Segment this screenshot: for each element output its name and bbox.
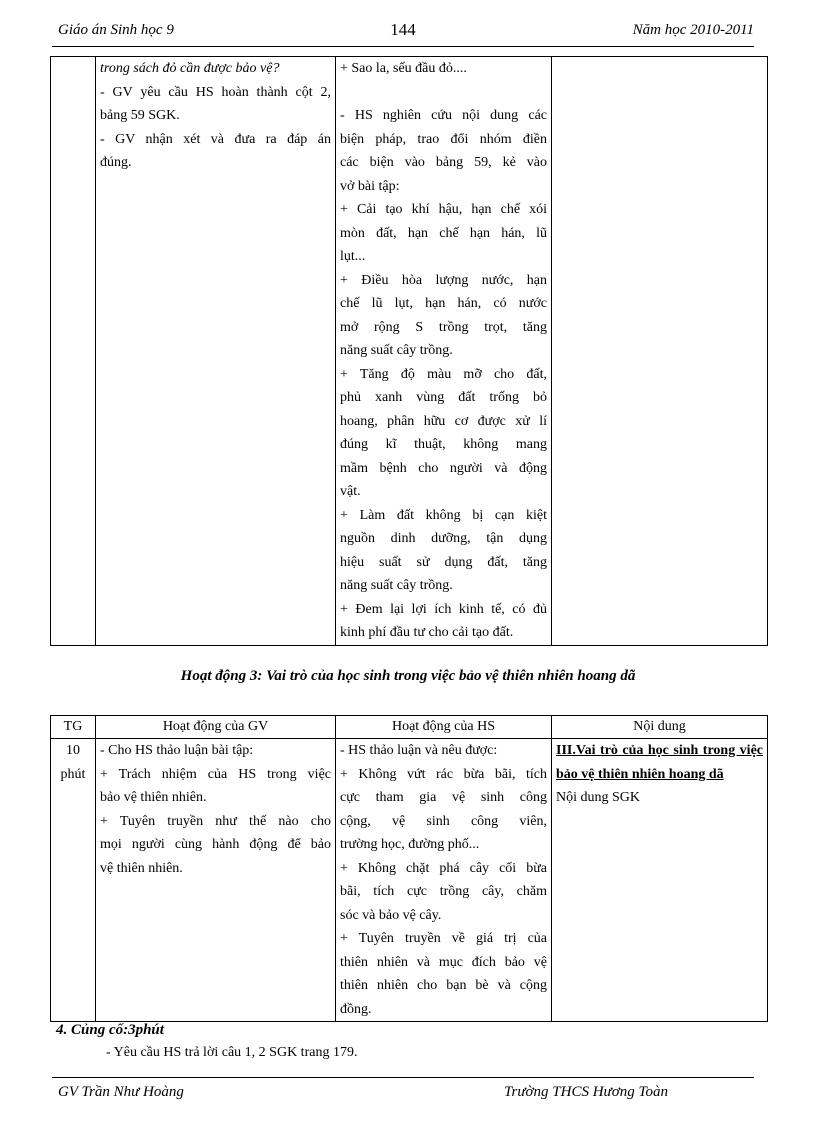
hs-line: vật. xyxy=(340,484,361,499)
hs-line: + Làm đất không bị cạn kiệt xyxy=(340,507,547,523)
hs-line: chế lũ lụt, hạn hán, có nước xyxy=(340,296,547,311)
hs-line: - HS thảo luận và nêu được: xyxy=(340,743,498,758)
gv-line: - GV nhận xét và đưa ra đáp án xyxy=(100,131,331,147)
hs-line: biện pháp, trao đổi nhóm điền xyxy=(340,131,547,147)
duration-value: 10 xyxy=(66,743,80,758)
gv-activity-cell xyxy=(96,739,336,1022)
gv-line: vệ thiên nhiên. xyxy=(100,860,183,876)
tg-cell xyxy=(51,739,96,1022)
footer-rule xyxy=(52,1077,754,1078)
hs-line: + Tuyên truyền về giá trị của xyxy=(340,931,547,946)
section-4-item: - Yêu cầu HS trả lời câu 1, 2 SGK trang 179. xyxy=(106,1045,358,1060)
gv-activity-cell xyxy=(96,57,336,646)
col-header-content: Nội dung xyxy=(552,716,768,739)
gv-line: - Cho HS thảo luận bài tập: xyxy=(100,743,254,758)
hs-line: cộng, vệ sinh công viên, xyxy=(340,813,547,829)
hs-line: + Điều hòa lượng nước, hạn xyxy=(340,272,547,288)
col-header-hs: Hoạt động của HS xyxy=(336,716,552,739)
hs-line: nguồn dinh dưỡng, tận dụng xyxy=(340,531,547,546)
hs-line: + Không vứt rác bừa bãi, tích xyxy=(340,766,547,782)
hs-line: cực tham gia vệ sinh công xyxy=(340,790,547,805)
hs-line: + Tăng độ màu mỡ cho đất, xyxy=(340,366,547,382)
hs-line: + Cải tạo khí hậu, hạn chế xói xyxy=(340,202,547,217)
page-number: 144 xyxy=(390,20,416,39)
gv-line: trong sách đỏ cần được bảo vệ? xyxy=(100,61,280,76)
hs-line: năng suất cây trồng. xyxy=(340,578,453,593)
hs-activity-cell xyxy=(336,57,552,646)
col-header-gv: Hoạt động của GV xyxy=(96,716,336,739)
header-school-year: Năm học 2010-2011 xyxy=(632,22,754,38)
activity-3-table xyxy=(50,715,768,1022)
gv-line: đúng. xyxy=(100,155,132,170)
hs-line: mầm bệnh cho người và động xyxy=(340,460,547,476)
hs-line: phủ xanh vùng đất trống bỏ xyxy=(340,390,547,405)
hs-line: + Sao la, sếu đầu đỏ.... xyxy=(340,61,467,76)
activity-table-continued xyxy=(50,56,768,646)
hs-line: mòn đất, hạn chế hạn hán, lũ xyxy=(340,225,547,241)
gv-line: - GV yêu cầu HS hoàn thành cột 2, xyxy=(100,84,331,100)
hs-line: hoang, phân hữu cơ được xử lí xyxy=(340,413,547,429)
col-header-tg: TG xyxy=(51,716,96,739)
content-text: Nội dung SGK xyxy=(556,790,641,805)
gv-line: + Tuyên truyền như thế nào cho xyxy=(100,813,331,829)
hs-line: trường học, đường phố... xyxy=(340,837,480,852)
hs-line: vở bài tập: xyxy=(340,178,400,194)
hs-activity-cell xyxy=(336,739,552,1022)
gv-line: mọi người cùng hành động để bảo xyxy=(100,837,331,852)
gv-line: bảo vệ thiên nhiên. xyxy=(100,790,207,805)
header-rule xyxy=(52,46,754,47)
hs-line: lụt... xyxy=(340,249,366,264)
hs-line: sóc và bảo vệ cây. xyxy=(340,907,442,923)
hs-line: các biện vào bảng 59, kẻ vào xyxy=(340,155,547,170)
hs-line: bãi, tích cực trồng cây, chăm xyxy=(340,884,547,899)
footer-teacher: GV Trần Như Hoàng xyxy=(58,1084,184,1100)
hs-line: năng suất cây trồng. xyxy=(340,343,453,358)
hs-line: đồng. xyxy=(340,1001,372,1017)
hs-line: + Không chặt phá cây cối bừa xyxy=(340,860,547,876)
duration-unit: phút xyxy=(60,766,86,782)
activity-3-title: Hoạt động 3: Vai trò của học sinh trong việc bảo vệ thiên nhiên hoang dã xyxy=(180,668,636,684)
hs-line: mở rộng S trồng trọt, tăng xyxy=(340,319,547,335)
hs-line: thiên nhiên cho bạn bè và cộng xyxy=(340,978,547,993)
content-cell xyxy=(552,57,768,646)
hs-line: - HS nghiên cứu nội dung các xyxy=(340,108,547,123)
content-cell xyxy=(552,739,768,1022)
section-4-heading: 4. Củng cố:3phút xyxy=(56,1022,164,1038)
hs-line xyxy=(340,81,547,105)
hs-line: + Đem lại lợi ích kinh tế, có đủ xyxy=(340,601,547,617)
tg-cell xyxy=(51,57,96,646)
gv-line: + Trách nhiệm của HS trong việc xyxy=(100,766,331,782)
hs-line: kinh phí đầu tư cho cải tạo đất. xyxy=(340,625,514,640)
content-heading: III.Vai trò của học sinh trong việc bảo vệ thiên nhiên hoang dã xyxy=(556,743,763,782)
hs-line: thiên nhiên và mục đích bảo vệ xyxy=(340,954,547,970)
hs-line: hiệu suất sử dụng đất, tăng xyxy=(340,554,547,570)
footer-school: Trường THCS Hương Toàn xyxy=(504,1084,668,1100)
hs-line: đúng kĩ thuật, không mang xyxy=(340,437,547,452)
gv-line: bảng 59 SGK. xyxy=(100,108,180,123)
page-header xyxy=(52,18,754,44)
header-subject: Giáo án Sinh học 9 xyxy=(58,22,174,38)
